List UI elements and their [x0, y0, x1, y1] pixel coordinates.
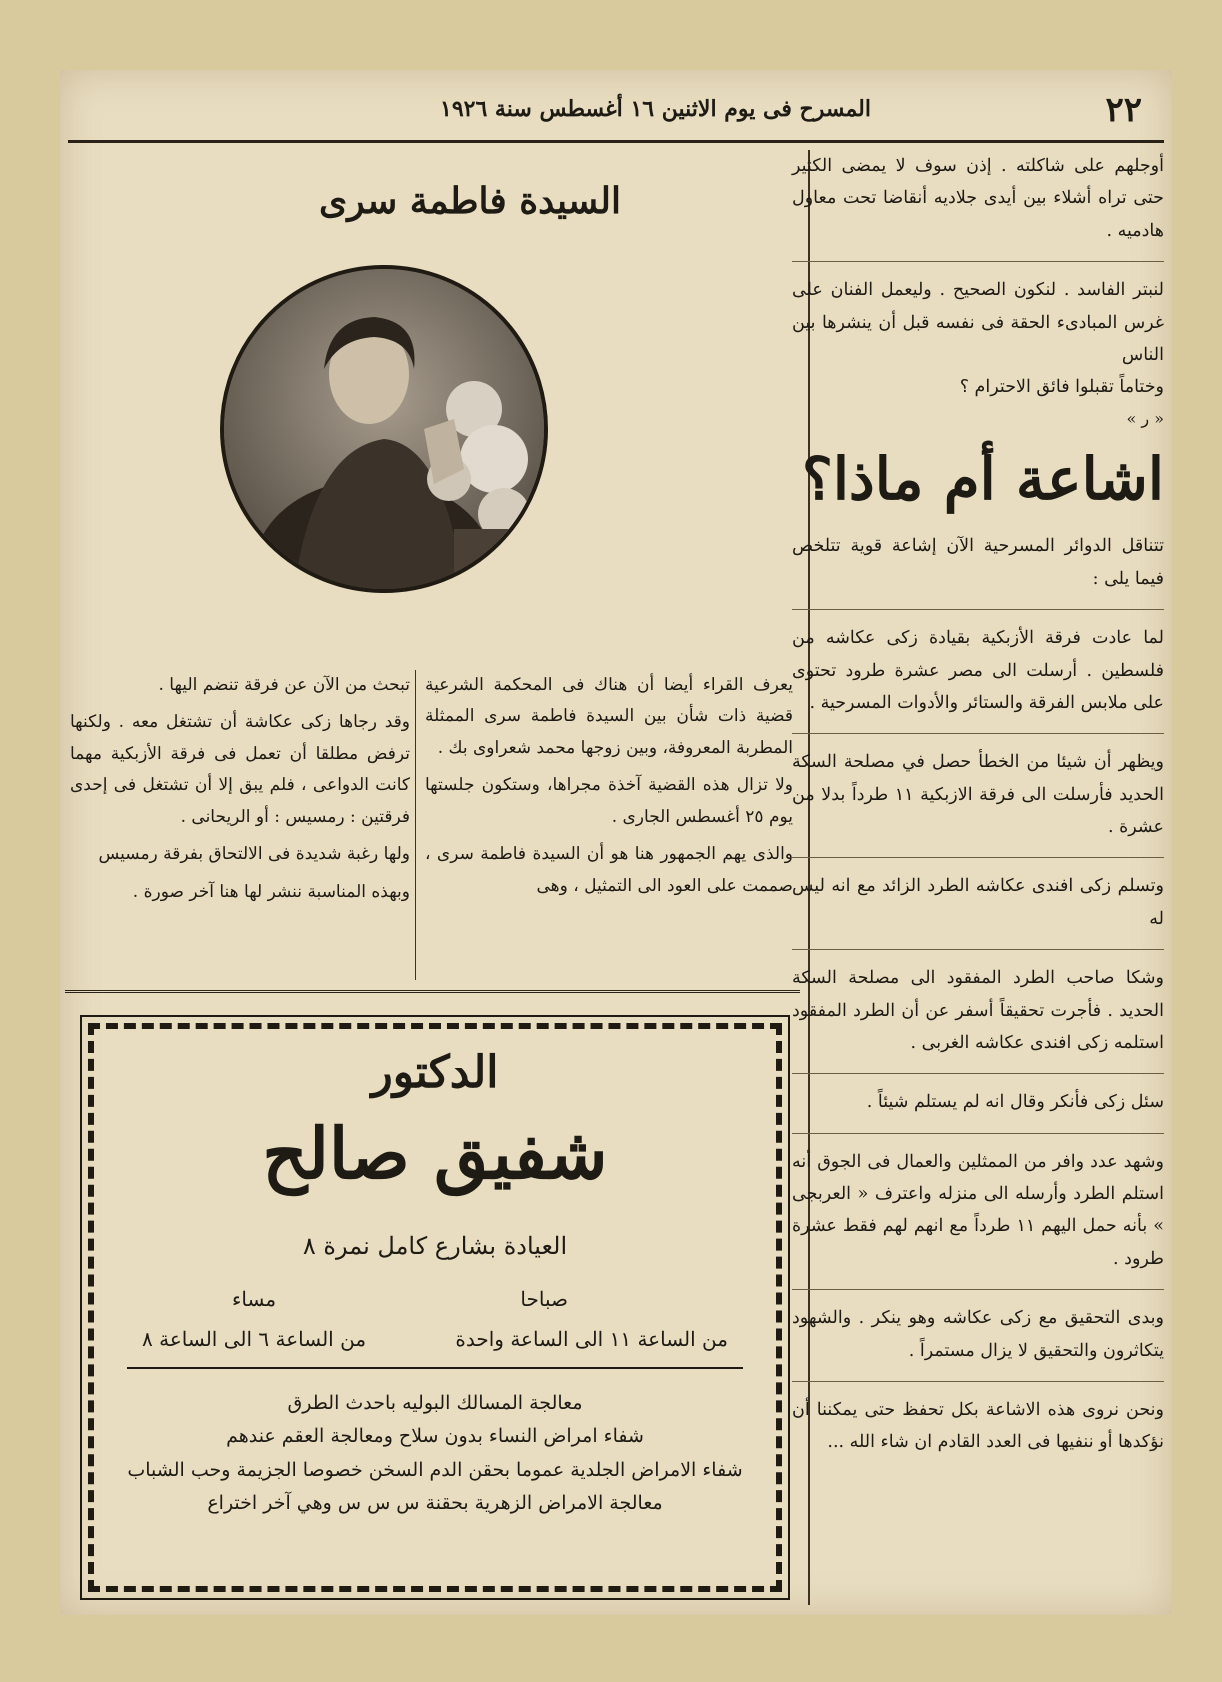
article-paragraph: ونحن نروى هذه الاشاعة بكل تحفظ حتى يمكننا أن نؤكدها أو ننفيها فى العدد القادم ان شاء الله ...	[792, 1399, 1164, 1453]
story-paragraph: ولا تزال هذه القضية آخذة مجراها، وستكون جلستها يوم ٢٥ أغسطس الجارى .	[425, 775, 793, 827]
middle-left-column	[70, 670, 410, 914]
article-paragraph: ويظهر أن شيئا من الخطأ حصل في مصلحة السكة الحديد فأرسلت الى فرقة الازبكية ١١ طرداً بدلا من عشرة .	[792, 752, 1164, 838]
ad-service-item: معالجة المسالك البوليه باحدث الطرق	[287, 1392, 583, 1414]
article-paragraph: وبدى التحقيق مع زكى عكاشه وهو ينكر . والشهود يتكاثرون والتحقيق لا يزال مستمراً .	[792, 1308, 1164, 1361]
story-paragraph: وقد رجاها زكى عكاشة أن تشتغل معه . ولكنها ترفض مطلقا أن تعمل فى فرقة الأزبكية مهما كانت الدواعى ، فلم يبق إلا أن تشتغل فى إحدى فرقتين : رمسيس : أو الريحانى .	[70, 712, 410, 827]
ad-title: الدكتور	[371, 1047, 499, 1098]
middle-right-column	[425, 670, 793, 908]
story-paragraph: ولها رغبة شديدة فى الالتحاق بفرقة رمسيس	[98, 844, 410, 865]
paragraph-separator	[792, 1289, 1164, 1290]
body-paragraph: لنبتر الفاسد . لنكون الصحيح . وليعمل الفنان على غرس المبادىء الحقة فى نفسه قبل أن ينشرها بين الناس	[792, 280, 1164, 365]
morning-label: صباحا	[520, 1287, 568, 1311]
morning-hours: من الساعة ١١ الى الساعة واحدة	[455, 1327, 728, 1351]
portrait-illustration	[224, 269, 544, 589]
middle-column-divider	[415, 670, 416, 980]
paragraph-separator	[792, 1133, 1164, 1134]
ad-doctor-name: شفيق صالح	[262, 1112, 608, 1195]
ad-office-hours	[122, 1287, 748, 1367]
ad-services-list	[112, 1387, 758, 1520]
evening-hours: من الساعة ٦ الى الساعة ٨	[142, 1327, 367, 1351]
evening-label: مساء	[232, 1287, 277, 1311]
page-header	[60, 82, 1172, 130]
page-number: ٢٢	[1105, 90, 1142, 130]
ad-service-item: شفاء الامراض الجلدية عموما بحقن الدم السخن خصوصا الجزيمة وحب الشباب	[127, 1458, 743, 1481]
header-rule	[68, 140, 1164, 146]
ad-service-item: معالجة الامراض الزهرية بحقنة س س س وهي آخر اختراع	[207, 1491, 663, 1514]
header-title: المسرح فى يوم الاثنين ١٦ أغسطس سنة ١٩٢٦	[440, 96, 871, 122]
article-paragraph: لما عادت فرقة الأزبكية بقيادة زكى عكاشه من فلسطين . أرسلت الى مصر عشرة طرود تحتوى على ملابس الفرقة والستائر والأدوات المسرحية .	[792, 628, 1164, 713]
section-rule	[65, 990, 800, 999]
ad-rule	[127, 1367, 743, 1369]
article-paragraph: وشكا صاحب الطرد المفقود الى مصلحة السكة الحديد . فأجرت تحقيقاً أسفر عن أن الطرد المفقود استلمه زكى افندى عكاشه الغربى .	[792, 968, 1164, 1053]
ad-service-item: شفاء امراض النساء بدون سلاح ومعالجة العقم عندهم	[226, 1425, 644, 1448]
article-heading: اشاعة أم ماذا؟	[802, 445, 1164, 514]
article-paragraph: وشهد عدد وافر من الممثلين والعمال فى الجوق أنه استلم الطرد وأرسله الى منزله واعترف « العربجى » بأنه حمل اليهم ١١ طرداً مع انهم لهم فقط عشرة طرود .	[792, 1151, 1164, 1269]
story-paragraph: تبحث من الآن عن فرقة تنضم اليها .	[158, 675, 410, 695]
story-paragraph: والذى يهم الجمهور هنا هو أن السيدة فاطمة سرى ، صممت على العود الى التمثيل ، وهى	[425, 844, 793, 896]
story-paragraph: يعرف القراء أيضا أن هناك فى المحكمة الشرعية قضية ذات شأن بين السيدة فاطمة سرى الممثلة المطربة المعروفة، وبين زوجها محمد شعراوى بك .	[425, 675, 793, 758]
signature: « ر »	[1126, 408, 1164, 428]
intro-paragraph: أوجلهم على شاكلته . إذن سوف لا يمضى الكثير حتى تراه أشلاء بين أيدى جلاديه أنقاضا تحت معاول هادميه .	[792, 156, 1164, 241]
newspaper-page	[60, 70, 1172, 1615]
closing-line: وختاماً تقبلوا فائق الاحترام ؟	[959, 377, 1164, 398]
paragraph-separator	[792, 857, 1164, 858]
paragraph-separator	[792, 261, 1164, 262]
portrait-title: السيدة فاطمة سرى	[319, 180, 621, 222]
paragraph-separator	[792, 1381, 1164, 1382]
article-paragraph: سئل زكى فأنكر وقال انه لم يستلم شيئاً .	[866, 1092, 1164, 1113]
story-paragraph: وبهذه المناسبة ننشر لها هنا آخر صورة .	[132, 881, 410, 902]
article-paragraph: تتناقل الدوائر المسرحية الآن إشاعة قوية تتلخص فيما يلى :	[792, 536, 1164, 589]
paragraph-separator	[792, 1073, 1164, 1074]
right-column	[792, 150, 1164, 1595]
portrait-photo	[220, 265, 548, 593]
paragraph-separator	[792, 733, 1164, 734]
ad-address: العيادة بشارع كامل نمرة ٨	[302, 1232, 568, 1260]
paragraph-separator	[792, 609, 1164, 610]
paragraph-separator	[792, 949, 1164, 950]
doctor-advertisement	[80, 1015, 790, 1600]
article-paragraph: وتسلم زكى افندى عكاشه الطرد الزائد مع انه ليس له	[792, 876, 1164, 929]
